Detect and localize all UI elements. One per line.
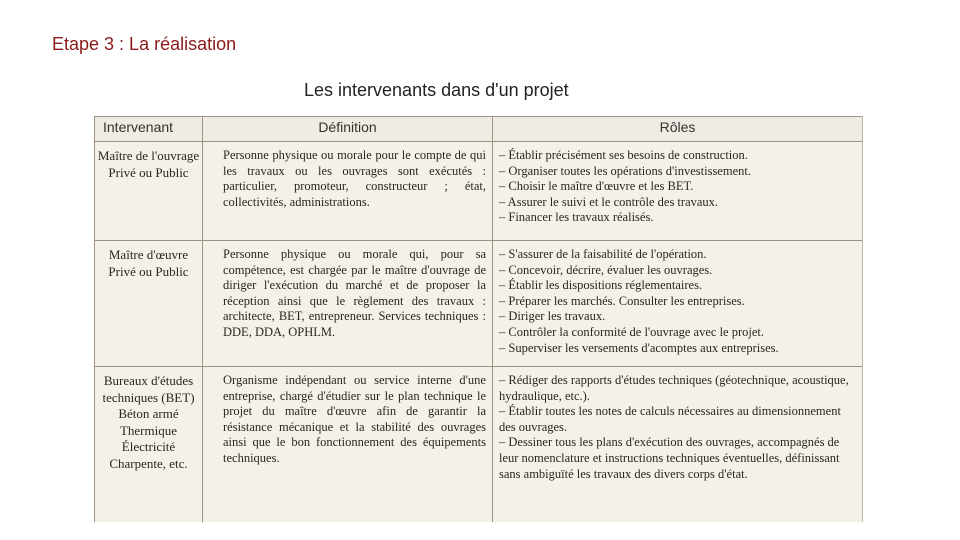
- header-intervenant: Intervenant: [95, 117, 203, 142]
- cell-definition: Personne physique ou morale qui, pour sa compétence, est chargée par le maître d'ouvrage de diriger l'exécution du marché et de proposer la réception ainsi que le règlement des travaux : architecte, BET, entrepreneur. Services techniques : DDE, DDA, OPHLM.: [203, 241, 493, 367]
- table-row: [95, 142, 863, 241]
- role-item: – Établir les dispositions réglementaires.: [499, 278, 703, 293]
- table-header-row: [95, 117, 863, 142]
- role-item: – Établir toutes les notes de calculs nécessaires au dimensionnement des ouvrages.: [499, 404, 841, 434]
- slide-title: Etape 3 : La réalisation: [52, 34, 237, 54]
- role-item: – Dessiner tous les plans d'exécution des ouvrages, accompagnés de leur nomenclature et instructions techniques éventuelles, définissant sans ambiguïté les travaux des divers corps d'état.: [499, 435, 840, 481]
- role-item: – S'assurer de la faisabilité de l'opération.: [499, 247, 707, 261]
- cell-definition: Personne physique ou morale pour le compte de qui les travaux ou les ouvrages sont exécutés : particulier, promoteur, constructeur ; état, collectivités, administrations.: [203, 142, 493, 241]
- cell-roles: [493, 367, 863, 523]
- role-item: – Organiser toutes les opérations d'investissement.: [499, 163, 751, 178]
- intervenants-table: [94, 116, 863, 522]
- role-item: – Établir précisément ses besoins de construction.: [499, 148, 748, 162]
- role-item: – Rédiger des rapports d'études techniques (géotechnique, acoustique, hydraulique, etc.).: [499, 373, 849, 403]
- scanned-table-image: [94, 116, 863, 522]
- role-item: – Contrôler la conformité de l'ouvrage avec le projet.: [499, 324, 764, 339]
- table-row: [95, 241, 863, 367]
- table-row: [95, 367, 863, 523]
- cell-roles: [493, 142, 863, 241]
- cell-intervenant: Maître de l'ouvrage Privé ou Public: [95, 142, 203, 241]
- role-item: – Superviser les versements d'acomptes aux entreprises.: [499, 340, 779, 355]
- cell-intervenant: Maître d'œuvre Privé ou Public: [95, 241, 203, 367]
- role-item: – Assurer le suivi et le contrôle des travaux.: [499, 194, 719, 209]
- role-item: – Financer les travaux réalisés.: [499, 210, 654, 225]
- header-roles: Rôles: [493, 117, 863, 142]
- cell-roles: [493, 241, 863, 367]
- role-item: – Choisir le maître d'œuvre et les BET.: [499, 179, 694, 194]
- role-item: – Préparer les marchés. Consulter les entreprises.: [499, 293, 745, 308]
- table-title: Les intervenants dans d'un projet: [304, 80, 569, 100]
- header-definition: Définition: [203, 117, 493, 142]
- role-item: – Concevoir, décrire, évaluer les ouvrages.: [499, 262, 713, 277]
- cell-intervenant: Bureaux d'études techniques (BET) Béton armé Thermique Électricité Charpente, etc.: [95, 367, 203, 523]
- cell-definition: Organisme indépendant ou service interne d'une entreprise, chargé d'étudier sur le plan technique le projet du maître d'œuvre afin de garantir la résistance mécanique et la stabilité des ouvrages ainsi que le bon fonctionnement des équipements techniques.: [203, 367, 493, 523]
- role-item: – Diriger les travaux.: [499, 309, 606, 324]
